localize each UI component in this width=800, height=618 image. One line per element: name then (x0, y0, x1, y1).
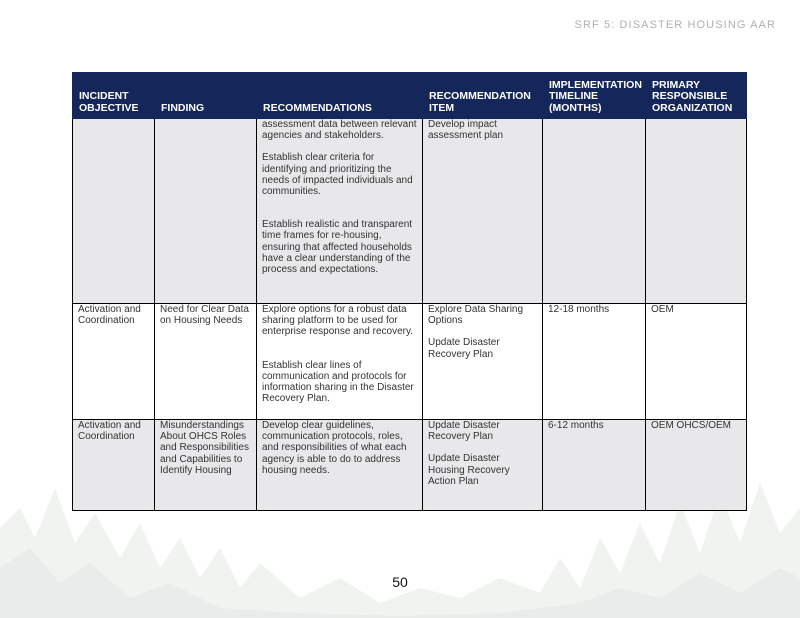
incident-objective-cell: Activation and Coordination (73, 420, 155, 511)
finding-cell (155, 119, 257, 304)
column-header-implementation-timeline: IMPLEMENTATION TIMELINE (MONTHS) (543, 73, 646, 119)
timeline-cell (543, 119, 646, 304)
recommendation-text: assessment data between relevant agencies and stakeholders. (262, 119, 417, 142)
page-number: 50 (392, 574, 408, 590)
recommendation-item-text: Update Disaster Recovery Plan (428, 337, 500, 360)
table-header-row (73, 73, 747, 119)
timeline-cell: 6-12 months (543, 420, 646, 511)
recommendations-cell (257, 420, 423, 511)
organization-cell: OEM OHCS/OEM (646, 420, 747, 511)
recommendation-text: Establish clear lines of communication and protocols for information sharing in the Disaster Recovery Plan. (262, 359, 414, 405)
incident-objective-cell: Activation and Coordination (73, 304, 155, 420)
recommendation-text: Develop clear guidelines, communication protocols, roles, and responsibilities of what each agency is able to do to address housing needs. (262, 420, 407, 476)
organization-cell: OEM (646, 304, 747, 420)
recommendation-item-cell (423, 420, 543, 511)
table-row (73, 119, 747, 304)
recommendation-item-text: Develop impact assessment plan (428, 119, 504, 142)
recommendations-cell (257, 304, 423, 420)
timeline-cell: 12-18 months (543, 304, 646, 420)
recommendation-item-cell (423, 119, 543, 304)
incident-objective-cell (73, 119, 155, 304)
recommendation-item-text: Update Disaster Recovery Plan (428, 420, 500, 443)
recommendation-text: Establish clear criteria for identifying and prioritizing the needs of impacted individuals and communities. (262, 152, 413, 198)
table-row (73, 304, 747, 420)
organization-cell (646, 119, 747, 304)
column-header-finding: FINDING (155, 73, 257, 119)
recommendation-item-text: Explore Data Sharing Options (428, 304, 524, 327)
recommendation-item-cell (423, 304, 543, 420)
column-header-recommendations: RECOMMENDATIONS (257, 73, 423, 119)
document-header-title: SRF 5: DISASTER HOUSING AAR (574, 19, 776, 31)
recommendations-cell (257, 119, 423, 304)
finding-cell: Misunderstandings About OHCS Roles and Responsibilities and Capabilities to Identify Housing (155, 420, 257, 511)
recommendation-text: Explore options for a robust data sharing platform to be used for enterprise response and recovery. (262, 304, 414, 338)
finding-cell: Need for Clear Data on Housing Needs (155, 304, 257, 420)
column-header-recommendation-item: RECOMMENDATION ITEM (423, 73, 543, 119)
recommendation-item-text: Update Disaster Housing Recovery Action Plan (428, 453, 510, 487)
table-row (73, 420, 747, 511)
column-header-primary-responsible-organization: PRIMARY RESPONSIBLE ORGANIZATION (646, 73, 747, 119)
column-header-incident-objective: INCIDENT OBJECTIVE (73, 73, 155, 119)
recommendation-text: Establish realistic and transparent time frames for re-housing, ensuring that affected households have a clear understanding of the process and expectations. (262, 219, 413, 276)
recommendations-table (72, 72, 747, 511)
